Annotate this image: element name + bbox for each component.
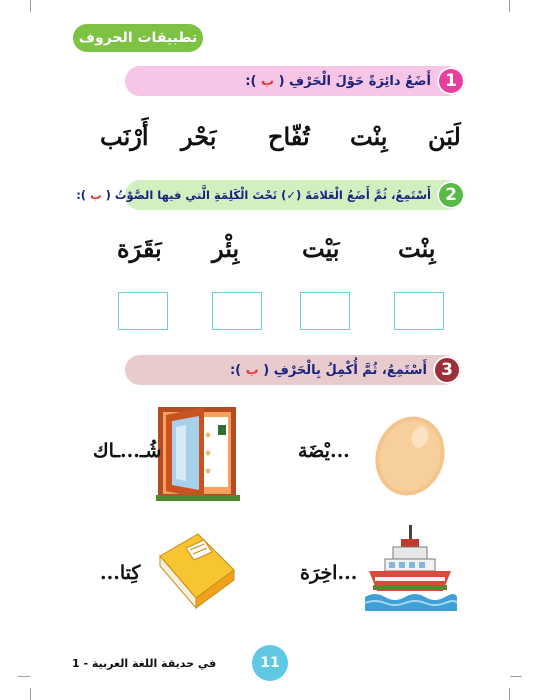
crop-mark bbox=[30, 688, 31, 700]
exercise-1-badge: 1 bbox=[437, 67, 465, 95]
exercise-1-word[interactable]: بِنْت bbox=[350, 122, 388, 151]
exercise-1-instruction: 1 أَضَعُ دائِرَةً حَوْلَ الْحَرْفِ ( ب ): bbox=[125, 66, 463, 96]
exercise-2-word: بِنْت bbox=[398, 234, 436, 263]
answer-checkbox[interactable] bbox=[212, 292, 262, 330]
window-icon bbox=[156, 405, 240, 501]
exercise-3-instruction: 3 أَسْتَمِعُ، ثُمَّ أُكْمِلُ بِالْحَرْفِ ( ب ): bbox=[125, 355, 459, 385]
crop-mark bbox=[509, 688, 510, 700]
exercise-2-word: بِئْر bbox=[212, 234, 240, 263]
answer-checkbox[interactable] bbox=[394, 292, 444, 330]
exercise-1-word[interactable]: تُفّاح bbox=[268, 122, 310, 151]
fill-blank-word[interactable]: شُـ...ـاك bbox=[93, 440, 162, 462]
crop-mark bbox=[18, 676, 30, 677]
exercise-2-word: بَقَرَة bbox=[117, 234, 162, 263]
exercise-1-word[interactable]: بَحْر bbox=[181, 122, 217, 151]
exercise-2-badge: 2 bbox=[437, 181, 465, 209]
exercise-1-word[interactable]: لَبَن bbox=[428, 122, 461, 151]
page-title: تطبيقات الحروف bbox=[73, 24, 203, 52]
crop-mark bbox=[510, 676, 522, 677]
egg-icon bbox=[372, 413, 448, 499]
exercise-2-word: بَيْت bbox=[302, 234, 340, 263]
fill-blank-word[interactable]: ...يْضَة bbox=[298, 440, 350, 462]
fill-blank-word[interactable]: كِتا... bbox=[100, 562, 141, 584]
crop-mark bbox=[30, 0, 31, 12]
exercise-2-instruction: 2 أَسْتَمِعُ، ثُمَّ أَضَعُ الْعَلامَةَ (✓) تَحْتَ الْكَلِمَةِ الَّتي فيها الصَّوْتُ ( ب ): bbox=[125, 180, 463, 210]
answer-checkbox[interactable] bbox=[300, 292, 350, 330]
ship-icon bbox=[363, 525, 457, 611]
answer-checkbox[interactable] bbox=[118, 292, 168, 330]
book-title-footer: في حديقة اللغة العربية - 1 bbox=[72, 657, 217, 670]
crop-mark bbox=[509, 0, 510, 12]
book-icon bbox=[156, 530, 238, 610]
fill-blank-word[interactable]: ...اخِرَة bbox=[300, 562, 358, 584]
exercise-3-badge: 3 bbox=[433, 356, 461, 384]
page-number: 11 bbox=[252, 645, 288, 681]
exercise-1-word[interactable]: أَرْنَب bbox=[100, 122, 149, 151]
